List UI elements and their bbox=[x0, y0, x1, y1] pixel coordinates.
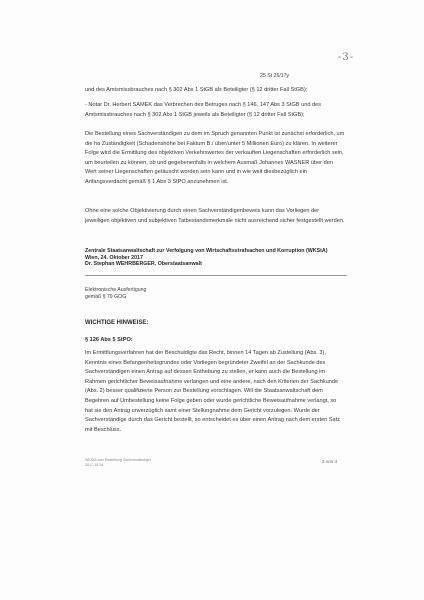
paragraph-text: und des Amtsmissbrauches nach § 302 Abs 1 StGB als Beteiligter (§ 12 dritter Fall StGB); bbox=[85, 87, 308, 93]
divider bbox=[85, 275, 347, 276]
paragraph-objectification bbox=[85, 207, 345, 226]
section-heading: § 126 Abs 5 StPO: bbox=[85, 337, 133, 343]
electronic-copy-line: Elektronische Ausfertigung bbox=[85, 287, 147, 293]
signatory: Dr. Stephan WEHRBERGER, Oberstaatsanwalt bbox=[85, 261, 202, 267]
important-notes-heading: WICHTIGE HINWEISE: bbox=[85, 320, 149, 326]
place-date: Wien, 24. Oktober 2017 bbox=[85, 254, 143, 261]
paragraph-expert-appointment bbox=[85, 130, 345, 188]
paragraph-text: Ohne eine solche Objektivierung durch einen Sachverständigenbeweis kann das Vorliegen der jeweiligen objektiven und subjektiven Tatbestandsmerkmale nicht ausreichend sicher festgestellt werden. bbox=[85, 208, 345, 224]
case-reference: 25 St 26/17y bbox=[260, 73, 290, 79]
page-number: 3 von 4 bbox=[322, 459, 338, 464]
paragraph-text: Die Bestellung eines Sachverständigen zu dem im Spruch genannten Punkt ist zunächst erforderlich, um die ha Zuständigkeit (Schadenshöhe bei Faktum B./ über/unter 5 Millionen Euro) zu klären. In weiterer Folge wird die Ermittlung des objektiven Verkehrswertes der verkauften Liegenschaften erforderlich sein, um beurteilen zu können, ob und gegebenenfalls in welchem Ausmaß Johannes WASNER über den Wert seiner Liegenschaften getäuscht worden sein kann und in wie weit diesbezüglich ein Anfangsverdacht gemäß § 1 Abs 3 StPO anzunehmen ist. bbox=[85, 131, 345, 185]
paragraph-text: Im Ermittlungsverfahren hat der Beschuldigte das Recht, binnen 14 Tagen ab Zustellung (Abs. 3), Kenntnis eines Befangenheitsgrundes oder Vorliegen begründeter Zweifel an der Sachkunde des Sachverständigen einen Antrag auf dessen Enthebung zu stellen, er kann auch die Bestellung im Rahmen gerichtlicher Beweisaufnahme verlangen und eine andere, nach den Kriterien der Sachkunde (Abs. 2) besser qualifizierte Person zur Bestellung vorschlagen. Will die Staatsanwaltschaft dem Begehren auf Umbestellung keine Folge geben oder wurde gerichtliche Beweisaufnahme verlangt, so hat sie den Antrag unverzüglich samt einer Stellungnahme dem Gericht vorzulegen. Wurde der Sachverständige durch das Gericht bestellt, so entscheidet es über einen Antrag nach dem ersten Satz mit Beschluss. bbox=[85, 350, 340, 433]
footer-meta bbox=[85, 458, 151, 467]
issuing-authority: Zentrale Staatsanwaltschaft zur Verfolgung von Wirtschaftsstrafsachen und Korruption (WKStA) bbox=[85, 248, 328, 254]
electronic-copy-line: gemäß § 79 GOG bbox=[85, 293, 127, 300]
handwritten-page-mark: -3- bbox=[338, 52, 355, 63]
paragraph-notary bbox=[85, 101, 345, 120]
paragraph-legal-notice bbox=[85, 349, 345, 435]
footer-line: 2017-10-24 bbox=[85, 462, 104, 467]
footer-line: WKStA vom Bestellung Sachverständiger bbox=[85, 458, 151, 462]
electronic-copy-note bbox=[85, 287, 146, 300]
signature-block bbox=[85, 248, 350, 268]
paragraph-continuation bbox=[85, 86, 345, 96]
paragraph-text: - Notar Dr. Herbert SAMEK das Verbrechen des Betruges nach § 146, 147 Abs 3 StGB und des Amtsmissbrauches nach § 302 Abs 1 StGB jeweils als Beteiligter (§ 12 dritter Fall StGB); bbox=[85, 102, 322, 118]
